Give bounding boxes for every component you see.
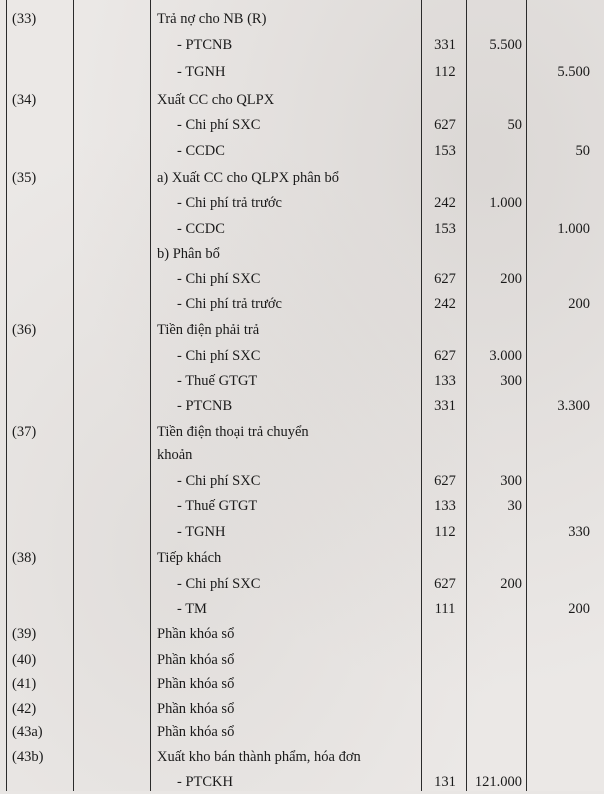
account-code: 112 [434,64,456,80]
entry-description: - CCDC [177,143,225,159]
account-code: 153 [434,221,456,237]
entry-description: Phần khóa sổ [157,724,235,740]
credit-amount: 200 [568,296,590,312]
account-code: 111 [434,601,456,617]
entry-description: Trả nợ cho NB (R) [157,11,267,27]
entry-description: - PTCNB [177,37,233,53]
entry-description: - Chi phí SXC [177,576,261,592]
debit-amount: 300 [500,373,522,389]
account-code: 627 [434,473,456,489]
entry-description: Tiền điện thoại trả chuyển [157,424,309,440]
entry-description: - Chi phí trả trước [177,296,282,312]
entry-description: Phần khóa sổ [157,701,235,717]
entry-number: (33) [12,11,37,27]
entry-description: Phần khóa sổ [157,652,235,668]
debit-amount: 121.000 [474,774,522,790]
account-code: 331 [434,398,456,414]
credit-amount: 50 [575,143,590,159]
table-row [0,648,604,672]
debit-amount: 200 [500,271,522,287]
table-row [0,420,604,444]
entry-description: - PTCNB [177,398,233,414]
table-row [0,139,604,163]
table-row [0,88,604,112]
table-row [0,33,604,57]
account-code: 133 [434,498,456,514]
credit-amount: 330 [568,524,590,540]
entry-description: khoản [157,447,193,463]
table-row [0,672,604,696]
table-row [0,443,604,467]
account-code: 153 [434,143,456,159]
entry-description: - Thuế GTGT [177,498,258,514]
entry-number: (43b) [12,749,44,765]
entry-description: Tiền điện phải trả [157,322,260,338]
entry-description: - TM [177,601,207,617]
entry-description: - Chi phí trả trước [177,195,282,211]
debit-amount: 30 [507,498,522,514]
entry-description: - TGNH [177,64,226,80]
entry-number: (42) [12,701,37,717]
debit-amount: 200 [500,576,522,592]
debit-amount: 300 [500,473,522,489]
entry-number: (37) [12,424,37,440]
entry-description: - PTCKH [177,774,233,790]
debit-amount: 5.500 [489,37,522,53]
entry-number: (43a) [12,724,43,740]
table-row [0,217,604,241]
table-row [0,318,604,342]
table-row [0,369,604,393]
account-code: 627 [434,117,456,133]
entry-description: Phần khóa sổ [157,676,235,692]
entry-description: Phần khóa sổ [157,626,235,642]
entry-description: Xuất kho bán thành phẩm, hóa đơn [157,749,361,765]
entry-description: - Chi phí SXC [177,348,261,364]
entry-description: - CCDC [177,221,225,237]
table-row [0,166,604,190]
table-row [0,267,604,291]
table-row [0,191,604,215]
table-row [0,469,604,493]
entry-number: (39) [12,626,37,642]
debit-amount: 1.000 [489,195,522,211]
credit-amount: 3.300 [557,398,590,414]
entry-number: (40) [12,652,37,668]
table-row [0,344,604,368]
entry-number: (34) [12,92,37,108]
account-code: 242 [434,195,456,211]
table-row [0,113,604,137]
account-code: 627 [434,348,456,364]
entry-description: - Chi phí SXC [177,117,261,133]
table-row [0,242,604,266]
table-row [0,60,604,84]
table-row [0,292,604,316]
table-row [0,770,604,794]
entry-number: (41) [12,676,37,692]
account-code: 131 [434,774,456,790]
table-row [0,394,604,418]
account-code: 112 [434,524,456,540]
account-code: 133 [434,373,456,389]
account-code: 627 [434,271,456,287]
entry-description: - Chi phí SXC [177,271,261,287]
entry-description: - TGNH [177,524,226,540]
debit-amount: 50 [507,117,522,133]
entry-description: Tiếp khách [157,550,222,566]
table-row [0,7,604,31]
entry-number: (35) [12,170,37,186]
table-row [0,520,604,544]
entry-description: Xuất CC cho QLPX [157,92,275,108]
entry-description: - Thuế GTGT [177,373,258,389]
table-row [0,546,604,570]
credit-amount: 200 [568,601,590,617]
table-row [0,697,604,721]
table-row [0,494,604,518]
account-code: 627 [434,576,456,592]
table-row [0,720,604,744]
credit-amount: 1.000 [557,221,590,237]
account-code: 242 [434,296,456,312]
table-row [0,622,604,646]
entry-description: a) Xuất CC cho QLPX phân bổ [157,170,340,186]
account-code: 331 [434,37,456,53]
entry-description: - Chi phí SXC [177,473,261,489]
table-row [0,572,604,596]
entry-number: (36) [12,322,37,338]
credit-amount: 5.500 [557,64,590,80]
table-row [0,745,604,769]
entry-number: (38) [12,550,37,566]
entry-description: b) Phân bổ [157,246,220,262]
table-row [0,597,604,621]
debit-amount: 3.000 [489,348,522,364]
